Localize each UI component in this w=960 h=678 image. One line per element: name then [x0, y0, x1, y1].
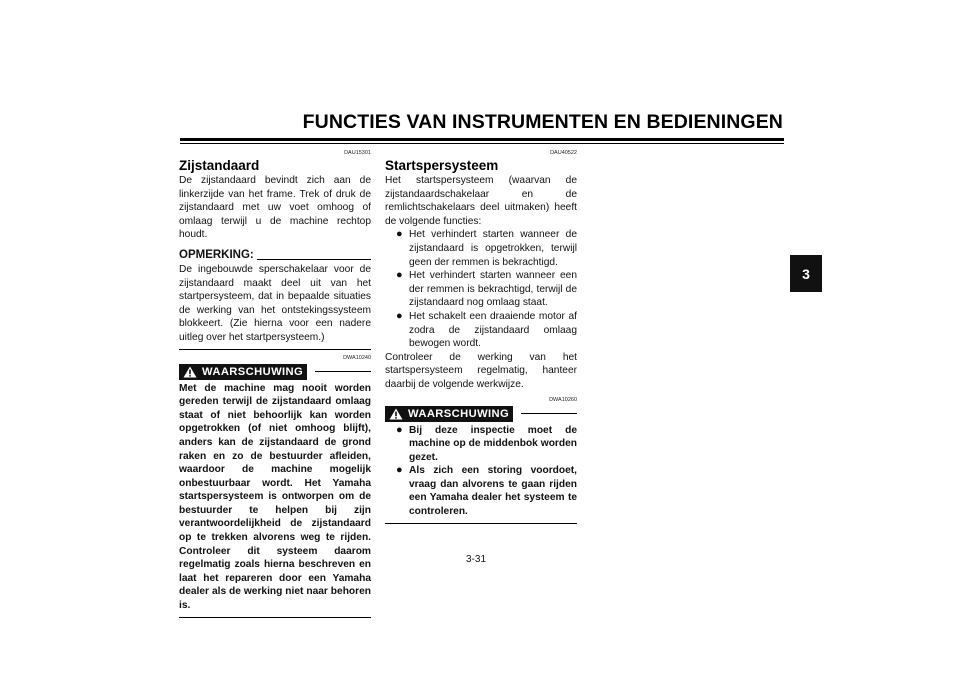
- warning-triangle-icon: [183, 366, 197, 378]
- left-column: [179, 150, 371, 618]
- note-label: OPMERKING:: [179, 248, 254, 261]
- warning-code: DWA10240: [343, 354, 371, 361]
- list-item: ● Het verhindert starten wanneer de zijstandaard is opgetrokken, terwijl geen der remmen is bekrachtigd.: [396, 228, 577, 268]
- warning-end-rule: [179, 617, 371, 618]
- header-rule: [180, 138, 784, 141]
- warning-list: [385, 424, 577, 519]
- warning-end-rule: [385, 523, 577, 524]
- bullet-icon: ●: [396, 309, 403, 322]
- bullet-icon: ●: [396, 228, 403, 241]
- note-text: De ingebouwde sperschakelaar voor de zijstandaard maakt deel uit van het startpersysteem, dat in bepaalde situaties de werking van het ontstekingssysteem blokkeert. (Zie hierna voor een nadere uitleg over het startpersysteem.): [179, 263, 371, 343]
- warning-triangle-icon: [389, 408, 403, 420]
- warning-rule: [521, 413, 577, 414]
- note-rule: [257, 259, 371, 260]
- warning-label: WAARSCHUWING: [408, 407, 510, 420]
- warning-label: WAARSCHUWING: [202, 365, 304, 378]
- note-header: [179, 248, 371, 262]
- warning-badge: [385, 406, 513, 422]
- list-item: ● Het schakelt een draaiende motor af zodra de zijstandaard omlaag bewogen wordt.: [396, 309, 577, 350]
- bullet-icon: ●: [396, 464, 403, 477]
- section-intro: Het startspersysteem (waarvan de zijstandaardschakelaar en de remlichtschakelaars deel uitmaken) heeft de volgende functies:: [385, 175, 577, 227]
- list-item: ● Bij deze inspectie moet de machine op de middenbok worden gezet.: [396, 423, 577, 463]
- section-heading: Startspersysteem: [385, 158, 499, 173]
- section-heading: Zijstandaard: [179, 158, 260, 173]
- warning-code: DWA10260: [549, 396, 577, 403]
- right-column: [385, 150, 577, 524]
- page-number: 3-31: [466, 554, 487, 565]
- warning-badge: [179, 364, 307, 380]
- section-code: DAU40522: [550, 150, 577, 156]
- list-item: ● Het verhindert starten wanneer een der remmen is bekrachtigd, terwijl de zijstandaard nog omlaag staat.: [396, 269, 577, 309]
- page-header-title: FUNCTIES VAN INSTRUMENTEN EN BEDIENINGEN: [302, 111, 783, 133]
- list-item: ● Als zich een storing voordoet, vraag dan alvorens te gaan rijden een Yamaha dealer het systeem te controleren.: [396, 464, 577, 518]
- warning-header: [179, 364, 371, 380]
- bullet-icon: ●: [396, 423, 403, 436]
- section-paragraph: De zijstandaard bevindt zich aan de linkerzijde van het frame. Trek of druk de zijstandaard met uw voet omhoog of omlaag terwijl u de machine rechtop houdt.: [179, 175, 371, 241]
- header-rule-thin: [180, 143, 784, 144]
- warning-text: Met de machine mag nooit worden gereden terwijl de zijstandaard omlaag staat of niet behoorlijk kan worden opgetrokken (of niet omhoog blijft), anders kan de zijstandaard de grond raken en zo de bestuurder afleiden, waardoor de machine mogelijk onbestuurbaar wordt. Het Yamaha startspersysteem is ontworpen om de bestuurder te helpen bij zijn verantwoordelijkheid de zijstandaard op te trekken alvorens weg te rijden. Controleer dit systeem daarom regelmatig zoals hierna beschreven en laat het repareren door een Yamaha dealer als de werking niet naar behoren is.: [179, 382, 371, 612]
- note-end-rule: [179, 349, 371, 350]
- section-outro: Controleer de werking van het startspersysteem regelmatig, hanteer daarbij de volgende werkwijze.: [385, 351, 577, 390]
- function-list: [385, 228, 577, 350]
- warning-header: [385, 406, 577, 422]
- bullet-icon: ●: [396, 269, 403, 282]
- warning-rule: [315, 371, 371, 372]
- chapter-tab: 3: [790, 255, 822, 292]
- section-code: DAU15301: [344, 150, 371, 156]
